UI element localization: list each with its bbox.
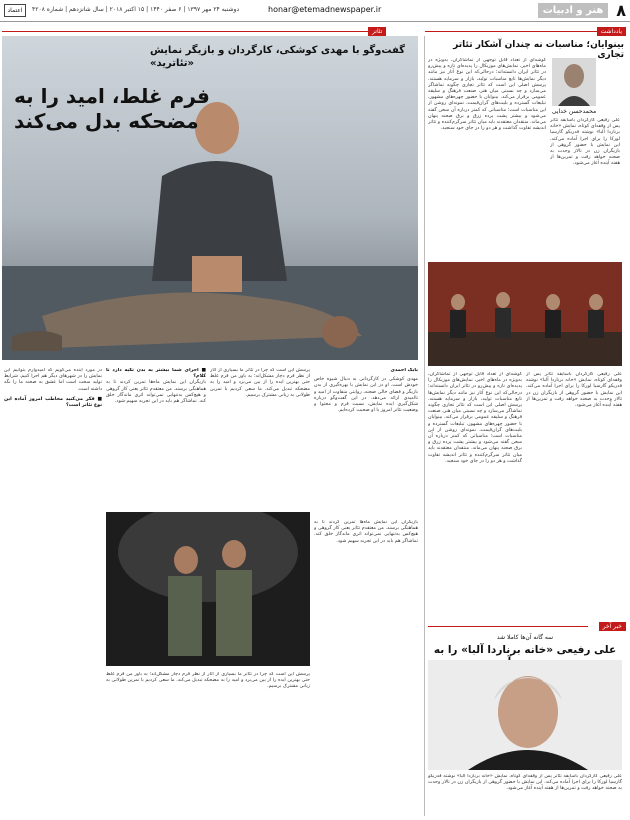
column-divider	[424, 36, 425, 816]
column-body	[428, 58, 546, 254]
column-tag: یادداشت	[597, 27, 626, 36]
column-title: بینوایان؛ مناسبات نه چندان آشکار تئاتر تجاری	[453, 40, 624, 60]
question-1: ■ اجرای شما بیشتر به بدن تکیه دارد تا کلام؟	[106, 368, 206, 380]
panel-photo-image	[428, 262, 622, 366]
column-body-right	[550, 118, 620, 254]
feature-column-4	[4, 368, 102, 808]
dateline: دوشنبه ۲۴ مهر ۱۳۹۷ | ۶ صفر ۱۴۴۰ | ۱۵ اکتبر ۲۰۱۸ | سال شانزدهم | شماره ۴۲۰۸	[32, 6, 240, 13]
news-headline: علی رفیعی «خانه برناردا آلبا» را به	[433, 644, 617, 656]
author-name: محمدحسن خدایی	[551, 108, 597, 115]
feature-tag: تئاتر	[368, 27, 386, 36]
feature-text-1-lower: بازیگران این نمایش ماه‌ها تمرین کردند تا به هماهنگی برسند. من معتقدم تئاتر یعنی کار گروهی و هیچ‌کس به‌تنهایی نمی‌تواند اثری ماندگار خلق کند. تماشاگر هم باید در این تجربه سهیم شود.	[314, 520, 418, 544]
question-2: ■ فکر می‌کنید مخاطب امروز آماده این نوع تئاتر است؟	[4, 396, 102, 409]
author-photo	[552, 58, 596, 106]
news-lead: سه گانه آن‌ها کاملا شد	[496, 634, 554, 641]
feature-column-3	[106, 368, 206, 508]
section-label: هنر و ادبیات	[538, 3, 608, 18]
column-text-3: علی رفیعی کارگردان باسابقه تئاتر پس از وقفه‌ای کوتاه، نمایش «خانه برناردا آلبا» نوشته فدریکو گارسیا لورکا را برای اجرا آماده می‌کند. این نمایش با حضور گروهی از بازیگران زن در تالار وحدت به صحنه خواهد رفت و تمرین‌ها از هفته آینده آغاز می‌شود.	[526, 372, 622, 409]
page-number: ۸	[616, 1, 626, 20]
feature-title: فرم غلط، امید را به مضحکه بدل می‌کند	[14, 84, 210, 133]
feature-text-4: در مورد آینده می‌گویم که امیدوارم بتوانیم این نمایش را در شهرهای دیگر هم اجرا کنیم. شرایط تولید سخت است اما عشق به صحنه ما را نگه داشته است.	[4, 368, 102, 392]
feature-rule	[2, 31, 368, 32]
column-body-2	[428, 372, 522, 622]
page-header	[0, 0, 630, 22]
portrait-image	[428, 660, 622, 770]
feature-text-3: بازیگران این نمایش ماه‌ها تمرین کردند تا به هماهنگی برسند. من معتقدم تئاتر یعنی کار گروهی و هیچ‌کس به‌تنهایی نمی‌تواند اثری ماندگار خلق کند. تماشاگر هم باید در این تجربه سهیم شود.	[106, 380, 206, 405]
news-tag: خبر آخر	[599, 622, 626, 631]
feature-subtitle: گفت‌وگو با مهدی کوشکی، کارگردان و بازیگر نمایش «تئاترید»	[150, 45, 405, 69]
column-rule	[425, 31, 600, 32]
column-text-2: گوشه‌ای از تعداد قابل توجهی از تماشاگران، به‌ویژه در ماه‌های اخیر، نمایش‌های موزیکال را پدیده‌ای تازه و پیش‌رو در تئاتر ایران دانسته‌اند؛ درحالی‌که این نوع آثار نیز مانند دیگر نمایش‌ها تابع مناسبات تولید، بازار و سرمایه هستند. پرسش اصلی این است که تئاتر تجاری چگونه تماشاگر می‌سازد و چه نسبتی میان هنر، صنعت فرهنگ و سلیقه عمومی برقرار می‌کند. بینوایان با حضور چهره‌های مشهور، تبلیغات گسترده و بلیت‌های گران‌قیمت، نمونه‌ای روشن از این مناسبات است؛ مناسباتی که کمتر درباره آن سخن گفته می‌شود و بیشتر پشت پرده زرق و برق صحنه پنهان می‌ماند. منتقدان معتقدند باید میان تئاتر سرگرم‌کننده و تئاتر اندیشه تفاوت گذاشت و هر دو را در جای خود سنجید.	[428, 372, 522, 464]
feature-text-1: مهدی کوشکی در کارگردانی به دنبال شیوه خاص خودش است. او در این نمایش با بهره‌گیری از بدن بازیگر و فضای خالی صحنه، روایتی متفاوت از امید و ناامیدی ارائه می‌دهد. در این گفت‌وگو درباره شکل‌گیری ایده نمایش، نسبت فرم و محتوا و وضعیت تئاتر امروز با او صحبت کرده‌ایم.	[314, 377, 418, 414]
column-body-3	[526, 372, 622, 622]
section-email[interactable]: honar@etemadnewspaper.ir	[268, 5, 382, 14]
news-rule	[428, 626, 588, 627]
author-portrait	[552, 58, 596, 106]
feature-column-2	[210, 368, 310, 528]
feature-lower	[106, 672, 310, 812]
feature-text-2: پرسش این است که چرا در تئاتر ما بسیاری از آثار از نظر فرم دچار مشکل‌اند؛ به باور من فرم غلط حتی بهترین ایده را از بین می‌برد و امید را به مضحکه تبدیل می‌کند. ما سعی کردیم با تمرین طولانی به زبانی مشترک برسیم.	[210, 368, 310, 398]
newspaper-logo: اعتماد	[4, 4, 26, 17]
feature-column-1-lower	[314, 520, 418, 810]
news-body	[428, 774, 622, 814]
portrait-photo	[428, 660, 622, 770]
feature-lower-text: پرسش این است که چرا در تئاتر ما بسیاری از آثار از نظر فرم دچار مشکل‌اند؛ به باور من فرم غلط حتی بهترین ایده را از بین می‌برد و امید را به مضحکه تبدیل می‌کند. ما سعی کردیم با تمرین طولانی به زبانی مشترک برسیم.	[106, 672, 310, 690]
panel-photo	[428, 262, 622, 366]
second-photo-image	[106, 512, 310, 666]
news-text: علی رفیعی کارگردان باسابقه تئاتر پس از وقفه‌ای کوتاه، نمایش «خانه برناردا آلبا» نوشته فدریکو گارسیا لورکا را برای اجرا آماده می‌کند. این نمایش با حضور گروهی از بازیگران زن در تالار وحدت به صحنه خواهد رفت و تمرین‌ها از هفته آینده آغاز می‌شود.	[428, 774, 622, 792]
column-text: گوشه‌ای از تعداد قابل توجهی از تماشاگران، به‌ویژه در ماه‌های اخیر، نمایش‌های موزیکال را پدیده‌ای تازه و پیش‌رو در تئاتر ایران دانسته‌اند؛ درحالی‌که این نوع آثار نیز مانند دیگر نمایش‌ها تابع مناسبات تولید، بازار و سرمایه هستند. پرسش اصلی این است که تئاتر تجاری چگونه تماشاگر می‌سازد و چه نسبتی میان هنر، صنعت فرهنگ و سلیقه عمومی برقرار می‌کند. بینوایان با حضور چهره‌های مشهور، تبلیغات گسترده و بلیت‌های گران‌قیمت، نمونه‌ای روشن از این مناسبات است؛ مناسباتی که کمتر درباره آن سخن گفته می‌شود و بیشتر پشت پرده زرق و برق صحنه پنهان می‌ماند. منتقدان معتقدند باید میان تئاتر سرگرم‌کننده و تئاتر اندیشه تفاوت گذاشت و هر دو را در جای خود سنجید.	[428, 58, 546, 132]
column-text-right: علی رفیعی کارگردان باسابقه تئاتر پس از وقفه‌ای کوتاه، نمایش «خانه برناردا آلبا» نوشته فدریکو گارسیا لورکا را برای اجرا آماده می‌کند. این نمایش با حضور گروهی از بازیگران زن در تالار وحدت به صحنه خواهد رفت و تمرین‌ها از هفته آینده آغاز می‌شود.	[550, 118, 620, 167]
second-photo	[106, 512, 310, 666]
interviewer: بابک احمدی	[390, 368, 418, 373]
